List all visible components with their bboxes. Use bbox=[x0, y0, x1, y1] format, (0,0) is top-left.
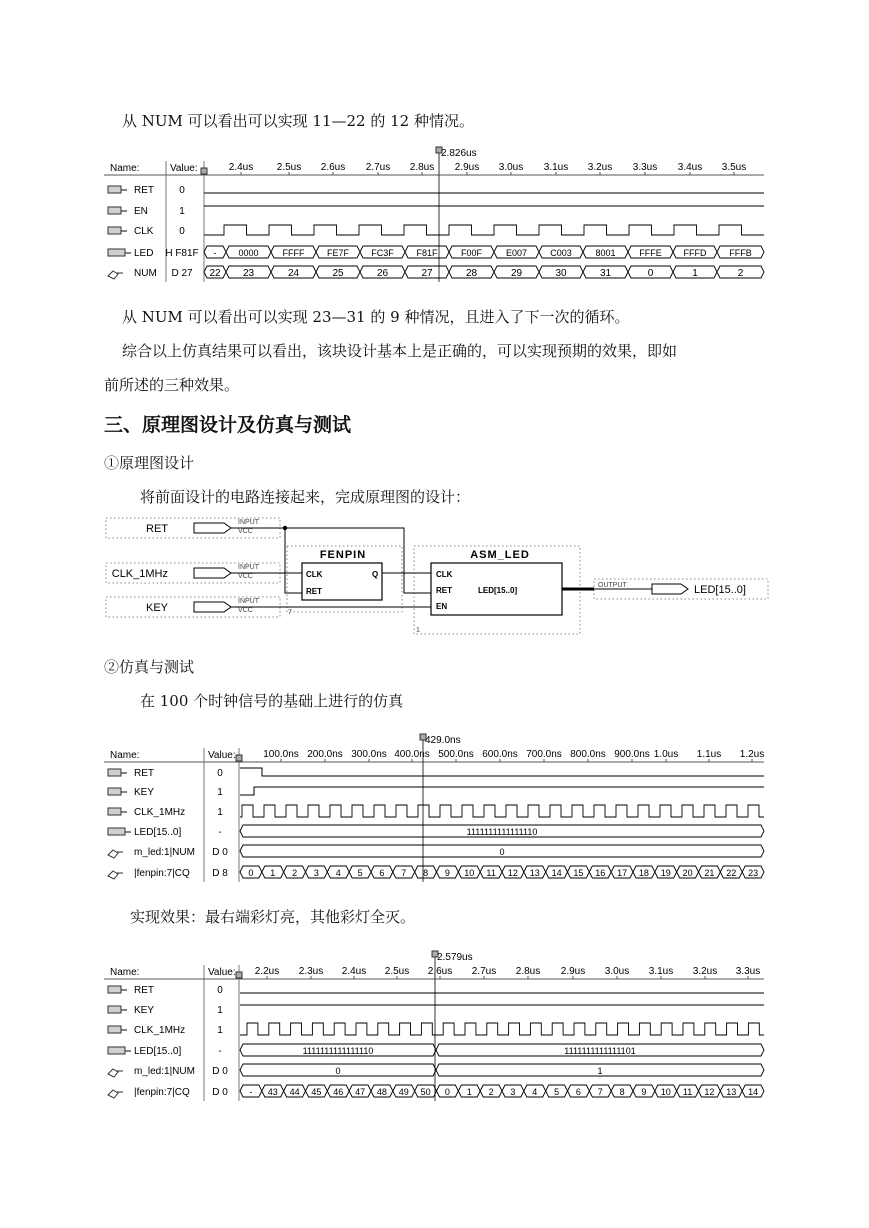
input-pin-tag: INPUT bbox=[238, 598, 259, 605]
input-pin-tag: INPUT bbox=[238, 519, 259, 526]
cq-bus-value: 19 bbox=[660, 868, 671, 878]
signal-name: CLK_1MHz bbox=[134, 807, 186, 818]
cq-bus-value: 4 bbox=[335, 868, 341, 878]
signal-value: D 0 bbox=[212, 1066, 228, 1077]
num-bus-value: 28 bbox=[465, 268, 478, 279]
led-bus-value: 1111111111111101 bbox=[564, 1046, 636, 1056]
cq-bus-value: - bbox=[249, 1087, 253, 1097]
subsection-1: ①原理图设计 bbox=[104, 454, 195, 472]
led-bus-value: F00F bbox=[460, 248, 483, 258]
time-tick-label: 2.2us bbox=[254, 966, 280, 977]
signal-value: 1 bbox=[217, 807, 223, 818]
led-bus-value: FFFB bbox=[729, 248, 752, 258]
num-bus-value: 30 bbox=[555, 268, 567, 279]
header-marker bbox=[236, 972, 242, 978]
cq-bus-value: 9 bbox=[641, 1087, 647, 1097]
section-heading: 三、原理图设计及仿真与测试 bbox=[104, 414, 352, 436]
signal-name: |fenpin:7|CQ bbox=[134, 868, 190, 879]
cq-bus-value: 13 bbox=[529, 868, 540, 878]
cq-bus-value: 12 bbox=[704, 1087, 715, 1097]
cq-bus-value: 6 bbox=[379, 868, 385, 878]
cq-bus-value: 21 bbox=[704, 868, 715, 878]
time-tick-label: 2.4us bbox=[341, 966, 367, 977]
signal-name: KEY bbox=[134, 1005, 155, 1016]
cq-bus bbox=[240, 1085, 764, 1097]
cq-bus-value: 47 bbox=[355, 1087, 366, 1097]
led-bus-value: 1111111111111110 bbox=[466, 827, 538, 837]
signal-name: CLK bbox=[134, 226, 154, 237]
signal-name: m_led:1|NUM bbox=[134, 1066, 195, 1077]
time-tick-label: 2.5us bbox=[276, 162, 302, 173]
time-tick-label: 2.4us bbox=[228, 162, 254, 173]
time-tick-label: 900.0ns bbox=[614, 749, 650, 760]
led-bus-value: FFFE bbox=[639, 248, 662, 258]
output-pin-tag: OUTPUT bbox=[598, 582, 627, 589]
num-bus-value: 1 bbox=[597, 1066, 603, 1076]
value-header: Value: bbox=[170, 163, 198, 174]
num-bus-value: 2 bbox=[737, 268, 744, 279]
time-tick-label: 1.1us bbox=[696, 749, 722, 760]
signal-value: D 27 bbox=[171, 268, 193, 279]
cq-bus-value: 7 bbox=[597, 1087, 603, 1097]
signal-value: 1 bbox=[217, 787, 223, 798]
output-pin-name: LED[15..0] bbox=[694, 584, 746, 596]
cursor-time: 2.579us bbox=[437, 952, 473, 963]
time-tick-label: 3.5us bbox=[721, 162, 747, 173]
subsection-2: ②仿真与测试 bbox=[104, 658, 195, 676]
led-bus-value: 1111111111111110 bbox=[302, 1046, 374, 1056]
signal-value: 0 bbox=[179, 185, 185, 196]
cq-bus-value: 0 bbox=[248, 868, 254, 878]
time-tick-label: 3.3us bbox=[632, 162, 658, 173]
asm-port: CLK bbox=[436, 570, 453, 579]
cq-bus-value: 10 bbox=[464, 868, 475, 878]
signal-name: NUM bbox=[134, 268, 157, 279]
led-bus bbox=[240, 1044, 764, 1056]
value-header: Value: bbox=[208, 967, 236, 978]
cq-bus-value: 48 bbox=[376, 1087, 387, 1097]
cq-bus-value: 10 bbox=[660, 1087, 671, 1097]
cursor-time: 429.0ns bbox=[425, 735, 461, 746]
signal-value: 0 bbox=[217, 985, 223, 996]
output-pin-icon bbox=[108, 1047, 131, 1054]
led-bus-value: F81F bbox=[416, 248, 438, 258]
signal-name: LED[15..0] bbox=[134, 1046, 182, 1057]
signal-name: KEY bbox=[134, 787, 155, 798]
paragraph-1: 从 NUM 可以看出可以实现 11—22 的 12 种情况。 bbox=[122, 112, 474, 130]
time-tick-label: 2.9us bbox=[560, 966, 586, 977]
paragraph-4: 将前面设计的电路连接起来，完成原理图的设计： bbox=[140, 488, 471, 506]
time-tick-label: 3.0us bbox=[498, 162, 524, 173]
input-pin-vcc: VCC bbox=[238, 607, 253, 614]
led-bus-value: FFFF bbox=[282, 248, 305, 258]
signal-value: D 8 bbox=[212, 868, 228, 879]
paragraph-3a: 综合以上仿真结果可以看出，该块设计基本上是正确的，可以实现预期的效果，即如 bbox=[122, 342, 678, 360]
cq-bus-value: 45 bbox=[311, 1087, 322, 1097]
num-bus-value: 25 bbox=[332, 268, 344, 279]
num-bus-value: 0 bbox=[335, 1066, 341, 1076]
input-pin-name: KEY bbox=[145, 602, 168, 614]
asm-port: EN bbox=[436, 602, 448, 611]
cq-bus-value: 23 bbox=[748, 868, 759, 878]
cq-bus-value: 4 bbox=[532, 1087, 538, 1097]
num-bus-value: 26 bbox=[376, 268, 389, 279]
signal-name: LED bbox=[134, 248, 154, 259]
time-tick-label: 800.0ns bbox=[570, 749, 606, 760]
time-tick-label: 100.0ns bbox=[263, 749, 299, 760]
signal-name: LED[15..0] bbox=[134, 827, 182, 838]
cq-bus-value: 16 bbox=[595, 868, 606, 878]
cq-bus-value: 11 bbox=[682, 1087, 693, 1097]
cq-bus-value: 43 bbox=[267, 1087, 278, 1097]
cq-bus-value: 11 bbox=[486, 868, 496, 878]
cq-bus-value: 14 bbox=[551, 868, 562, 878]
time-tick-label: 3.1us bbox=[648, 966, 674, 977]
cq-bus-value: 2 bbox=[292, 868, 298, 878]
cursor-time: 2.826us bbox=[441, 148, 477, 159]
time-tick-label: 3.4us bbox=[677, 162, 703, 173]
cq-bus-value: 5 bbox=[357, 868, 363, 878]
cq-bus-value: 7 bbox=[401, 868, 407, 878]
cq-bus-value: 3 bbox=[510, 1087, 516, 1097]
time-tick-label: 2.7us bbox=[471, 966, 497, 977]
led-bus-value: FE7F bbox=[326, 248, 350, 258]
time-tick-label: 2.7us bbox=[365, 162, 391, 173]
cq-bus-value: 50 bbox=[420, 1087, 431, 1097]
time-tick-label: 3.2us bbox=[587, 162, 613, 173]
signal-name: m_led:1|NUM bbox=[134, 847, 195, 858]
time-tick-label: 2.3us bbox=[298, 966, 324, 977]
cq-bus-value: 22 bbox=[726, 868, 737, 878]
cq-bus-value: 46 bbox=[333, 1087, 344, 1097]
fenpin-title: FENPIN bbox=[319, 549, 367, 561]
cq-bus-value: 15 bbox=[573, 868, 584, 878]
time-tick-label: 400.0ns bbox=[394, 749, 430, 760]
num-bus-value: 24 bbox=[287, 268, 300, 279]
signal-value: 1 bbox=[217, 1005, 223, 1016]
num-bus-value: 29 bbox=[510, 268, 523, 279]
cq-bus-value: 18 bbox=[638, 868, 649, 878]
paragraph-6: 实现效果：最右端彩灯亮，其他彩灯全灭。 bbox=[130, 908, 416, 926]
led-bus-value: C003 bbox=[550, 248, 572, 258]
paragraph-3b: 前所述的三种效果。 bbox=[104, 376, 240, 394]
time-tick-label: 2.6us bbox=[320, 162, 346, 173]
input-pin-tag: INPUT bbox=[238, 564, 259, 571]
fenpin-instance: 7 bbox=[288, 609, 292, 616]
time-tick-label: 3.3us bbox=[735, 966, 761, 977]
fenpin-port: RET bbox=[306, 587, 322, 596]
cq-bus-value: 14 bbox=[748, 1087, 759, 1097]
cq-bus-value: 5 bbox=[554, 1087, 560, 1097]
asm-port: RET bbox=[436, 586, 452, 595]
clk-waveform bbox=[240, 1023, 764, 1035]
time-tick-label: 300.0ns bbox=[351, 749, 387, 760]
led-bus-value: E007 bbox=[505, 248, 528, 258]
cq-bus-value: 12 bbox=[507, 868, 518, 878]
time-tick-label: 1.0us bbox=[653, 749, 679, 760]
time-tick-label: 600.0ns bbox=[482, 749, 518, 760]
cq-bus-value: 20 bbox=[682, 868, 693, 878]
signal-value: 0 bbox=[217, 768, 223, 779]
input-pin-name: RET bbox=[146, 523, 168, 535]
time-tick-label: 3.2us bbox=[692, 966, 718, 977]
paragraph-2: 从 NUM 可以看出可以实现 23—31 的 9 种情况，且进入了下一次的循环。 bbox=[122, 308, 630, 326]
cq-bus-value: 13 bbox=[726, 1087, 737, 1097]
value-header: Value: bbox=[208, 750, 236, 761]
signal-name: RET bbox=[134, 185, 154, 196]
fenpin-out-port: Q bbox=[372, 570, 379, 579]
asm-title: ASM_LED bbox=[470, 549, 530, 561]
signal-value: H F81F bbox=[165, 248, 199, 259]
cq-bus-value: 9 bbox=[444, 868, 450, 878]
paragraph-5: 在 100 个时钟信号的基础上进行的仿真 bbox=[140, 692, 404, 710]
signal-name: RET bbox=[134, 985, 154, 996]
cq-bus-value: 49 bbox=[398, 1087, 409, 1097]
fenpin-port: CLK bbox=[306, 570, 323, 579]
led-bus-value: - bbox=[213, 248, 217, 258]
cq-bus-value: 8 bbox=[619, 1087, 625, 1097]
time-tick-label: 3.0us bbox=[604, 966, 630, 977]
signal-name: CLK_1MHz bbox=[134, 1025, 186, 1036]
time-tick-label: 1.2us bbox=[739, 749, 765, 760]
cq-bus-value: 8 bbox=[423, 868, 429, 878]
num-bus-value: 31 bbox=[599, 268, 612, 279]
input-pin-icon bbox=[108, 1026, 127, 1033]
signal-value: 0 bbox=[179, 226, 185, 237]
signal-name: EN bbox=[134, 206, 148, 217]
input-pin-vcc: VCC bbox=[238, 528, 253, 535]
time-tick-label: 2.8us bbox=[515, 966, 541, 977]
cq-bus-value: 44 bbox=[289, 1087, 300, 1097]
signal-value: - bbox=[218, 1046, 222, 1057]
num-bus-value: 22 bbox=[209, 268, 221, 279]
cq-bus-value: 2 bbox=[488, 1087, 494, 1097]
led-bus-value: FC3F bbox=[371, 248, 394, 258]
cq-bus-value: 1 bbox=[270, 868, 276, 878]
num-bus-value: 0 bbox=[499, 847, 505, 857]
signal-name: |fenpin:7|CQ bbox=[134, 1087, 190, 1098]
probe-pin-icon bbox=[108, 1069, 123, 1077]
input-pin-vcc: VCC bbox=[238, 573, 253, 580]
signal-value: - bbox=[218, 827, 222, 838]
name-header: Name: bbox=[110, 750, 140, 761]
signal-value: 1 bbox=[179, 206, 185, 217]
num-bus bbox=[240, 1064, 764, 1076]
time-tick-label: 2.8us bbox=[409, 162, 435, 173]
time-tick-label: 2.6us bbox=[427, 966, 453, 977]
led-bus-value: FFFD bbox=[683, 248, 707, 258]
time-tick-label: 2.9us bbox=[454, 162, 480, 173]
time-tick-label: 2.5us bbox=[384, 966, 410, 977]
input-pin-icon bbox=[108, 986, 127, 993]
time-tick-label: 3.1us bbox=[543, 162, 569, 173]
name-header: Name: bbox=[110, 967, 140, 978]
cq-bus-value: 6 bbox=[575, 1087, 581, 1097]
cq-bus-value: 0 bbox=[444, 1087, 450, 1097]
name-header: Name: bbox=[110, 163, 140, 174]
probe-pin-icon bbox=[108, 1090, 123, 1098]
cq-bus-value: 3 bbox=[313, 868, 319, 878]
asm-instance: 1 bbox=[416, 627, 420, 634]
led-bus-value: 0000 bbox=[238, 248, 259, 258]
num-bus-value: 23 bbox=[242, 268, 255, 279]
num-bus-value: 1 bbox=[692, 268, 698, 279]
led-bus-value: 8001 bbox=[595, 248, 616, 258]
asm-out-port: LED[15..0] bbox=[478, 586, 518, 595]
signal-value: 1 bbox=[217, 1025, 223, 1036]
input-pin-icon bbox=[108, 1006, 127, 1013]
num-bus-value: 27 bbox=[421, 268, 433, 279]
time-tick-label: 200.0ns bbox=[307, 749, 343, 760]
cq-bus-value: 1 bbox=[466, 1087, 472, 1097]
num-bus-value: 0 bbox=[647, 268, 654, 279]
input-pin-name: CLK_1MHz bbox=[111, 568, 168, 580]
signal-value: D 0 bbox=[212, 847, 228, 858]
time-tick-label: 500.0ns bbox=[438, 749, 474, 760]
signal-value: D 0 bbox=[212, 1087, 228, 1098]
cq-bus-value: 17 bbox=[617, 868, 628, 878]
time-tick-label: 700.0ns bbox=[526, 749, 562, 760]
signal-name: RET bbox=[134, 768, 154, 779]
